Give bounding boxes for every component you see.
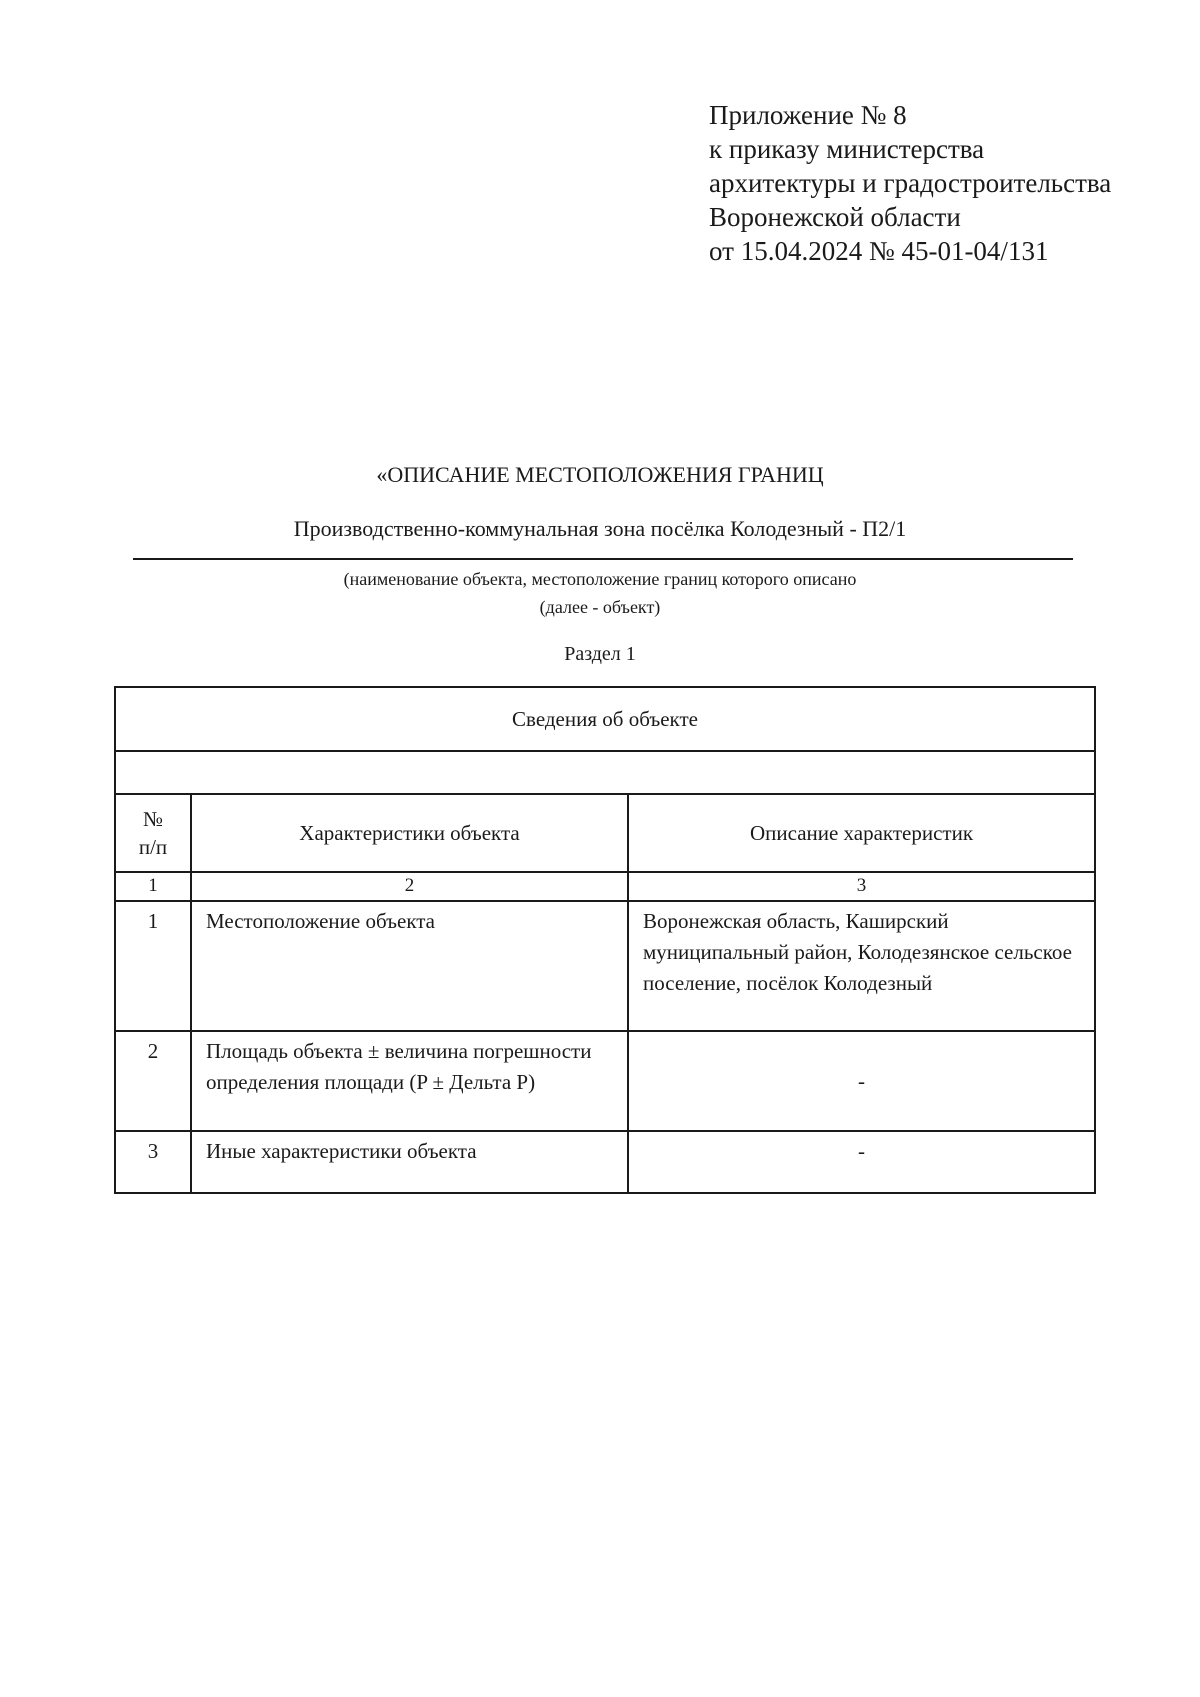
table-empty-row	[115, 751, 1095, 794]
column-index: 3	[628, 872, 1095, 901]
header-number-label: № п/п	[138, 807, 168, 859]
table-header-row	[115, 794, 1095, 872]
object-name-hint-line: (наименование объекта, местоположение границ которого описано	[343, 569, 857, 589]
table-row	[115, 901, 1095, 1031]
object-name-hint-line: (далее - объект)	[539, 597, 661, 617]
row-description: Воронежская область, Каширский муниципальный район, Колодезянское сельское поселение, посёлок Колодезный	[628, 901, 1095, 1031]
row-characteristic: Местоположение объекта	[191, 901, 628, 1031]
header-characteristic: Характеристики объекта	[191, 794, 628, 872]
row-number: 2	[115, 1031, 191, 1131]
row-characteristic: Иные характеристики объекта	[191, 1131, 628, 1193]
row-description: -	[628, 1131, 1095, 1193]
object-name-underline	[133, 558, 1073, 560]
row-description: -	[628, 1031, 1095, 1131]
appendix-block	[709, 98, 1179, 268]
appendix-date-number: от 15.04.2024 № 45-01-04/131	[709, 236, 1049, 266]
appendix-number: Приложение № 8	[709, 100, 907, 130]
appendix-order-ref: к приказу министерства	[709, 134, 985, 164]
appendix-ministry: архитектуры и градостроительства	[709, 168, 1112, 198]
table-row	[115, 1031, 1095, 1131]
table-caption: Сведения об объекте	[115, 687, 1095, 751]
table-index-row	[115, 872, 1095, 901]
table-row	[115, 1131, 1095, 1193]
header-number	[115, 794, 191, 872]
row-characteristic: Площадь объекта ± величина погрешности определения площади (P ± Дельта P)	[191, 1031, 628, 1131]
row-number: 1	[115, 901, 191, 1031]
column-index: 1	[115, 872, 191, 901]
section-heading: Раздел 1	[564, 643, 636, 665]
object-name-hint	[0, 565, 1200, 621]
appendix-region: Воронежской области	[709, 202, 961, 232]
object-info-table	[114, 686, 1096, 1194]
column-index: 2	[191, 872, 628, 901]
row-number: 3	[115, 1131, 191, 1193]
header-description: Описание характеристик	[628, 794, 1095, 872]
document-title: «ОПИСАНИЕ МЕСТОПОЛОЖЕНИЯ ГРАНИЦ	[376, 462, 824, 487]
object-name: Производственно-коммунальная зона посёлка Колодезный - П2/1	[293, 516, 907, 541]
